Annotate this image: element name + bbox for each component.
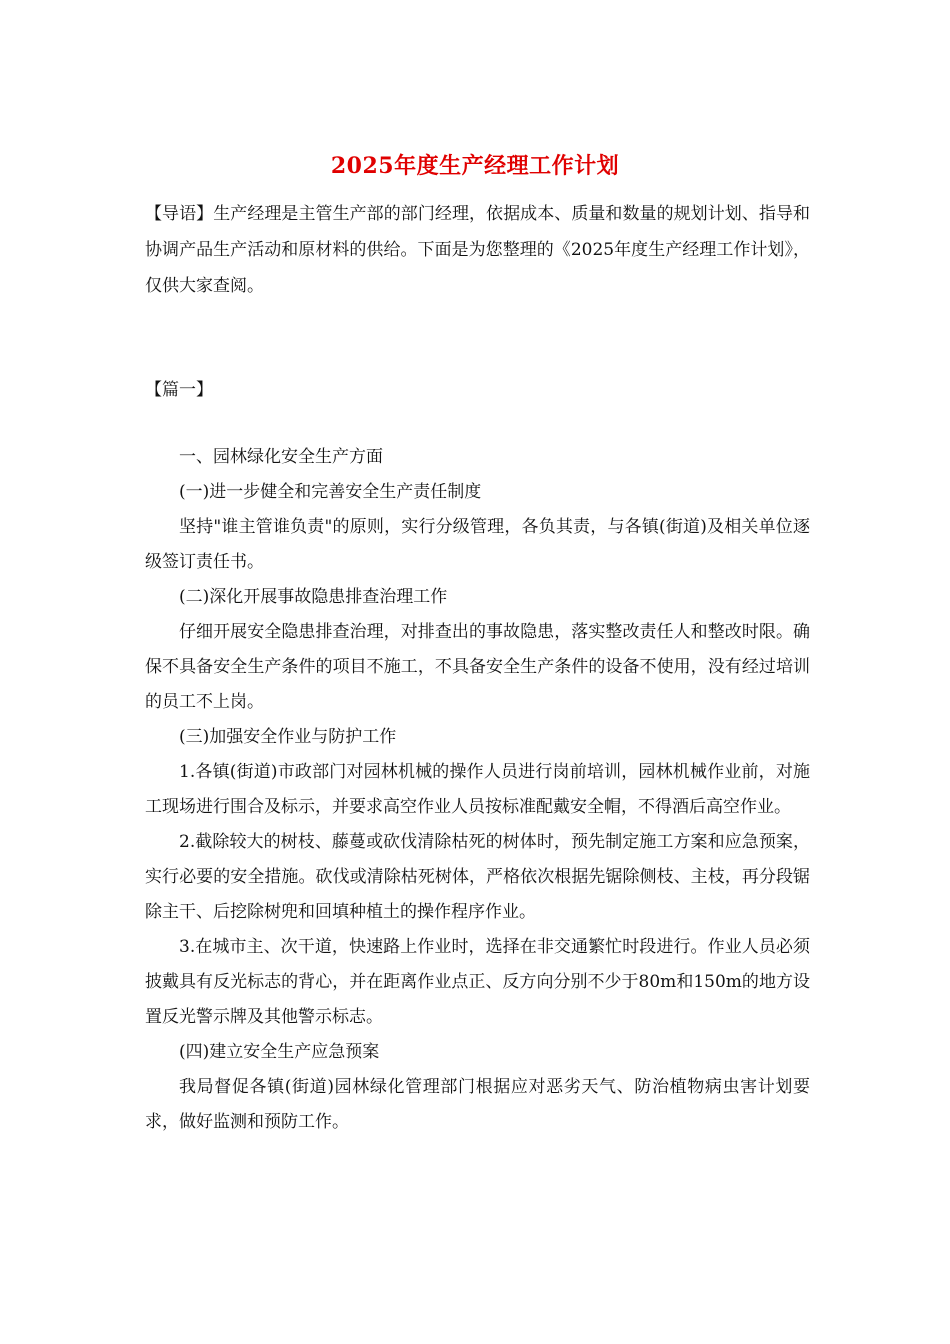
document-title: 2025年度生产经理工作计划 [330, 153, 620, 179]
paragraph: 3.在城市主、次干道，快速路上作业时，选择在非交通繁忙时段进行。作业人员必须披戴具有反光标志的背心，并在距离作业点正、反方向分别不少于80m和150m的地方设置反光警示牌及其他警示标志。 [145, 937, 810, 1027]
subheading-4: (四)建立安全生产应急预案 [179, 1042, 380, 1062]
body-text [145, 440, 810, 1140]
paragraph: 坚持"谁主管谁负责"的原则，实行分级管理，各负其责，与各镇(街道)及相关单位逐级签订责任书。 [145, 517, 810, 572]
subheading-1: (一)进一步健全和完善安全生产责任制度 [179, 482, 482, 502]
subheading-2: (二)深化开展事故隐患排查治理工作 [179, 587, 448, 607]
paragraph: 1.各镇(街道)市政部门对园林机械的操作人员进行岗前培训，园林机械作业前，对施工现场进行围合及标示，并要求高空作业人员按标准配戴安全帽，不得酒后高空作业。 [145, 762, 810, 817]
subheading-3: (三)加强安全作业与防护工作 [179, 727, 397, 747]
paragraph: 我局督促各镇(街道)园林绿化管理部门根据应对恶劣天气、防治植物病虫害计划要求，做好监测和预防工作。 [145, 1077, 810, 1132]
paragraph: 仔细开展安全隐患排查治理，对排查出的事故隐患，落实整改责任人和整改时限。确保不具备安全生产条件的项目不施工，不具备安全生产条件的设备不使用，没有经过培训的员工不上岗。 [145, 622, 810, 712]
paragraph: 2.截除较大的树枝、藤蔓或砍伐清除枯死的树体时，预先制定施工方案和应急预案，实行必要的安全措施。砍伐或清除枯死树体，严格依次根据先锯除侧枝、主枝，再分段锯除主干、后挖除树兜和回填种植土的操作程序作业。 [145, 832, 810, 922]
intro-paragraph: 【导语】生产经理是主管生产部的部门经理，依据成本、质量和数量的规划计划、指导和协调产品生产活动和原材料的供给。下面是为您整理的《2025年度生产经理工作计划》，仅供大家查阅。 [145, 204, 810, 296]
section-label: 【篇一】 [145, 380, 213, 400]
heading-1: 一、园林绿化安全生产方面 [179, 447, 383, 467]
